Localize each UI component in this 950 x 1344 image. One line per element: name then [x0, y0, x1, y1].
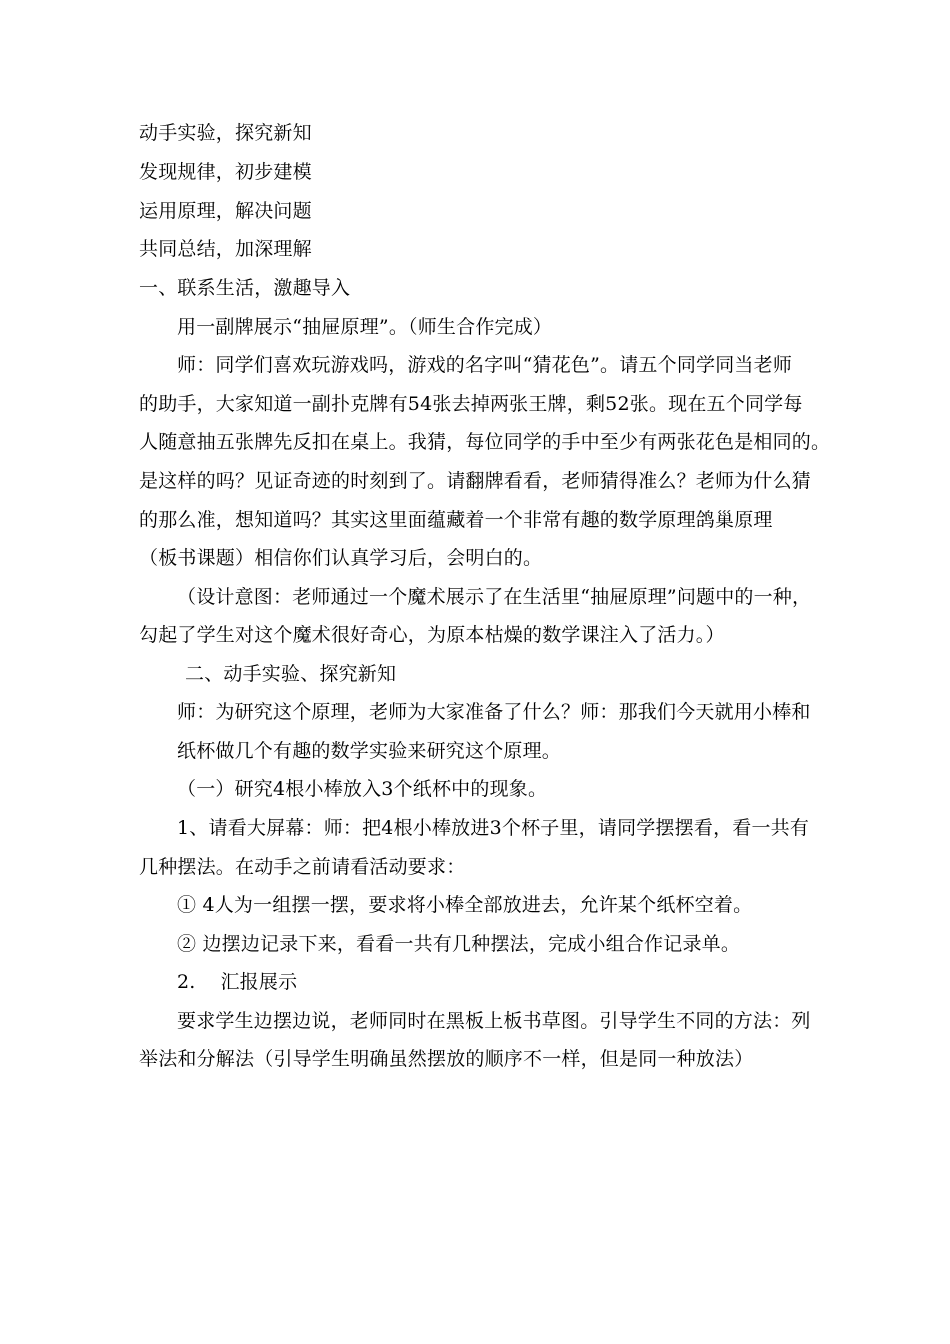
paragraph-line: 的那么准，想知道吗？其实这里面蕴藏着一个非常有趣的数学原理鸽巢原理	[139, 509, 773, 531]
requirement-item-1: ① 4人为一组摆一摆，要求将小棒全部放进去，允许某个纸杯空着。	[177, 894, 753, 916]
paragraph-line: 人随意抽五张牌先反扣在桌上。我猜，每位同学的手中至少有两张花色是相同的。	[139, 431, 831, 453]
paragraph-line: 要求学生边摆边说，老师同时在黑板上板书草图。引导学生不同的方法：列	[177, 1010, 811, 1032]
step-line: 几种摆法。在动手之前请看活动要求：	[139, 856, 466, 878]
subsection-heading: （一）研究4根小棒放入3个纸杯中的现象。	[177, 778, 548, 800]
outline-item-4: 共同总结，加深理解	[139, 238, 312, 260]
paragraph-line: 是这样的吗？见证奇迹的时刻到了。请翻牌看看，老师猜得准么？老师为什么猜	[139, 470, 812, 492]
paragraph-line: 举法和分解法（引导学生明确虽然摆放的顺序不一样，但是同一种放法）	[139, 1048, 754, 1070]
section-heading-1: 一、联系生活，激趣导入	[139, 277, 351, 299]
design-intent-line: （设计意图：老师通过一个魔术展示了在生活里“抽屉原理”问题中的一种，	[177, 586, 812, 608]
paragraph-line: （板书课题）相信你们认真学习后，会明白的。	[139, 547, 543, 569]
paragraph-line: 纸杯做几个有趣的数学实验来研究这个原理。	[177, 740, 562, 762]
paragraph-intro: 用一副牌展示“抽屉原理”。（师生合作完成）	[177, 316, 553, 338]
paragraph-line: 师：同学们喜欢玩游戏吗，游戏的名字叫“猜花色”。请五个同学同当老师	[177, 354, 793, 376]
outline-item-3: 运用原理，解决问题	[139, 200, 312, 222]
paragraph-line: 师：为研究这个原理，老师为大家准备了什么？师：那我们今天就用小棒和	[177, 701, 811, 723]
requirement-item-2: ② 边摆边记录下来，看看一共有几种摆法，完成小组合作记录单。	[177, 933, 741, 955]
step-2-heading: 2. 汇报展示	[177, 971, 298, 993]
section-heading-2: 二、动手实验、探究新知	[185, 663, 397, 685]
outline-item-2: 发现规律，初步建模	[139, 161, 312, 183]
design-intent-line: 勾起了学生对这个魔术很好奇心，为原本枯燥的数学课注入了活力。）	[139, 624, 725, 646]
outline-item-1: 动手实验，探究新知	[139, 122, 312, 144]
paragraph-line: 的助手，大家知道一副扑克牌有54张去掉两张王牌，剩52张。现在五个同学每	[139, 393, 803, 415]
step-line: 1、请看大屏幕：师：把4根小棒放进3个杯子里，请同学摆摆看，看一共有	[177, 817, 810, 839]
